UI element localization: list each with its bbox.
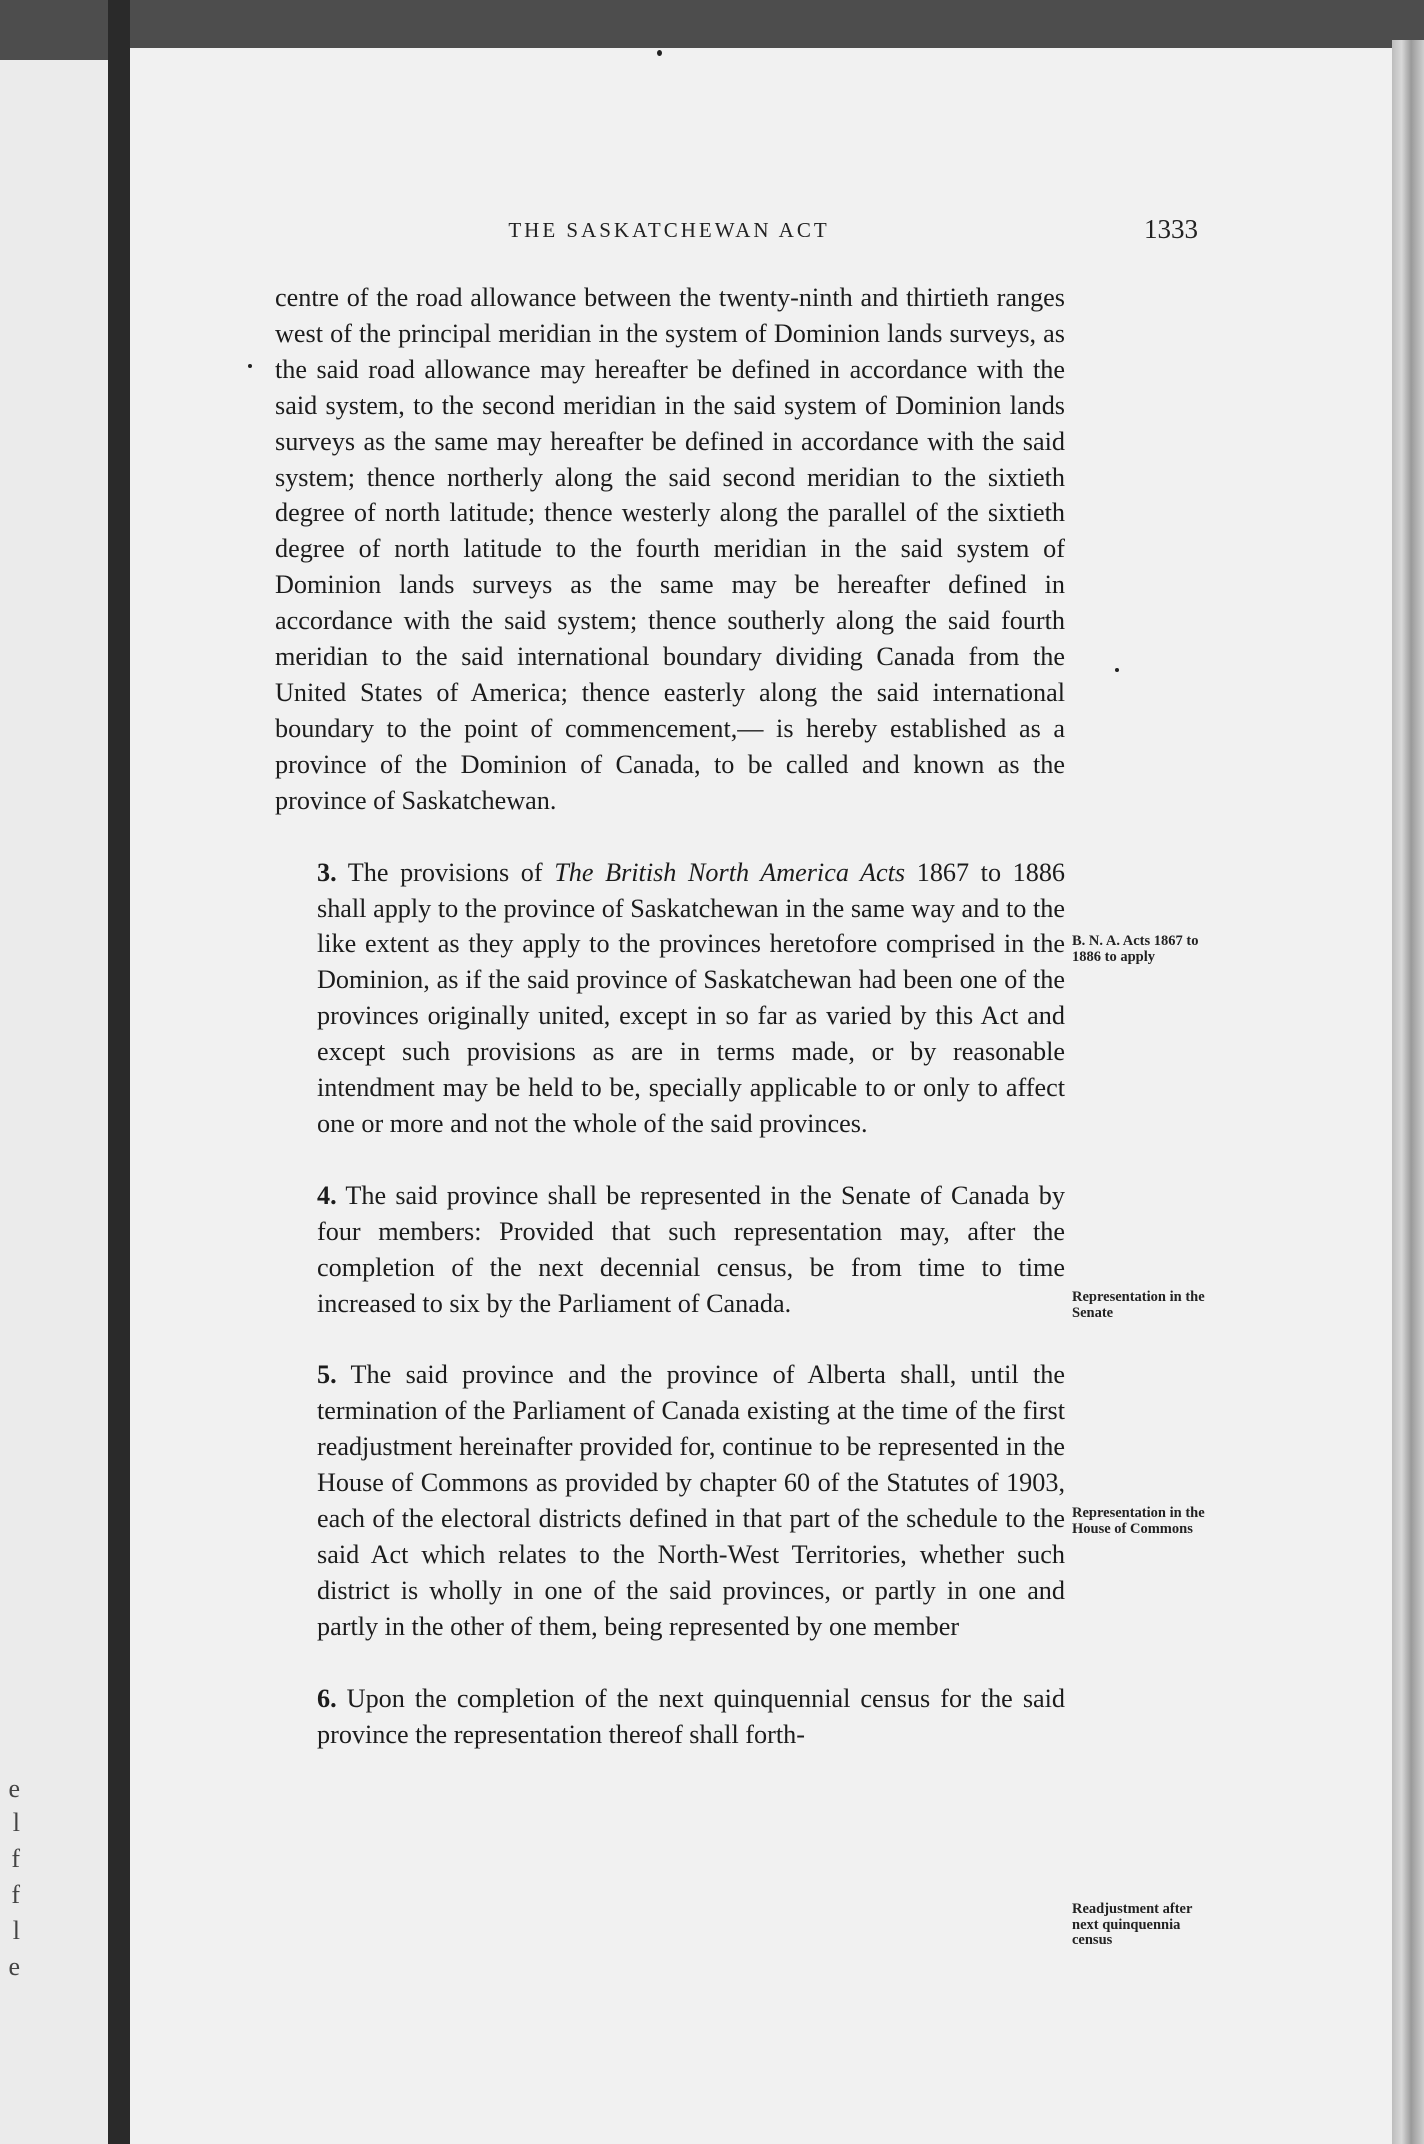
section-6 (275, 1681, 1065, 1753)
margin-note-house-of-commons: Representation in the House of Commons (1072, 1505, 1205, 1537)
left-page-fragment: e (8, 1952, 20, 1981)
margin-note-readjustment: Readjustment after next quinquennia census (1072, 1901, 1193, 1948)
speck-mark (1115, 668, 1119, 672)
left-page-fragment: l (12, 1916, 20, 1945)
margin-note-senate: Representation in the Senate (1072, 1289, 1205, 1321)
section-5 (275, 1357, 1065, 1644)
act-title: The British North America Acts (554, 857, 906, 887)
body-text (275, 280, 1065, 1753)
section-3 (275, 855, 1065, 1142)
section-number: 4. (317, 1180, 337, 1210)
book-gutter (108, 0, 130, 2144)
section-text: The said province shall be represented in the Senate of Canada by four members: Provided that such representation may, after the completion of the next decennial census, be from time to time increased to six by the Parliament of Canada. (317, 1180, 1065, 1318)
left-page-fragment: f (11, 1880, 20, 1909)
left-page-edge (0, 60, 108, 2144)
speck-mark (657, 50, 662, 56)
continuation-paragraph: centre of the road allowance between the twenty-ninth and thirtieth ranges west of the principal meridian in the system of Dominion lands surveys, as the said road allowance may hereafter be defined in accordance with the said system, to the second meridian in the said system of Dominion lands surveys as the same may hereafter be defined in accordance with the said system; thence northerly along the said second meridian to the sixtieth degree of north latitude; thence westerly along the parallel of the sixtieth degree of north latitude to the fourth meridian in the said system of Dominion lands surveys as the same may be hereafter defined in accordance with the said system; thence southerly along the said fourth meridian to the said international boundary dividing Canada from the United States of America; thence easterly along the said international boundary to the point of commencement,— is hereby established as a province of the Dominion of Canada, to be called and known as the province of Saskatchewan. (275, 283, 1065, 815)
section-number: 6. (317, 1683, 337, 1713)
page-header (268, 214, 1198, 248)
section-text: The provisions of (347, 857, 543, 887)
section-text: Upon the completion of the next quinquennial census for the said province the representation thereof shall forth- (317, 1683, 1066, 1749)
section-number: 3. (317, 857, 337, 887)
left-page-fragment: f (11, 1844, 20, 1873)
section-number: 5. (317, 1360, 337, 1390)
margin-note-bna-acts: B. N. A. Acts 1867 to 1886 to apply (1072, 933, 1199, 965)
section-text: The said province and the province of Alberta shall, until the termination of the Parliament of Canada existing at the time of the first readjustment hereinafter provided for, continue to be represented in the House of Commons as provided by chapter 60 of the Statutes of 1903, each of the electoral districts defined in that part of the schedule to the said Act which relates to the North-West Territories, whether such district is wholly in one of the said provinces, or partly in one and partly in the other of them, being represented by one member (317, 1360, 1065, 1641)
section-text: 1867 to 1886 shall apply to the province of Saskatchewan in the same way and to the like extent as they apply to the provinces heretofore comprised in the Dominion, as if the said province of Saskatchewan had been one of the provinces originally united, except in so far as varied by this Act and except such provisions as are in terms made, or by reasonable intendment may be held to be, specially applicable to or only to affect one or more and not the whole of the said provinces. (317, 857, 1066, 1138)
page-number: 1333 (1144, 214, 1198, 244)
section-4 (275, 1178, 1065, 1322)
left-page-fragment: l (12, 1808, 20, 1837)
page-edge-shadow (1392, 40, 1424, 2144)
running-head: THE SASKATCHEWAN ACT (508, 218, 830, 242)
speck-mark (248, 364, 252, 368)
left-page-fragment: e (8, 1774, 20, 1803)
